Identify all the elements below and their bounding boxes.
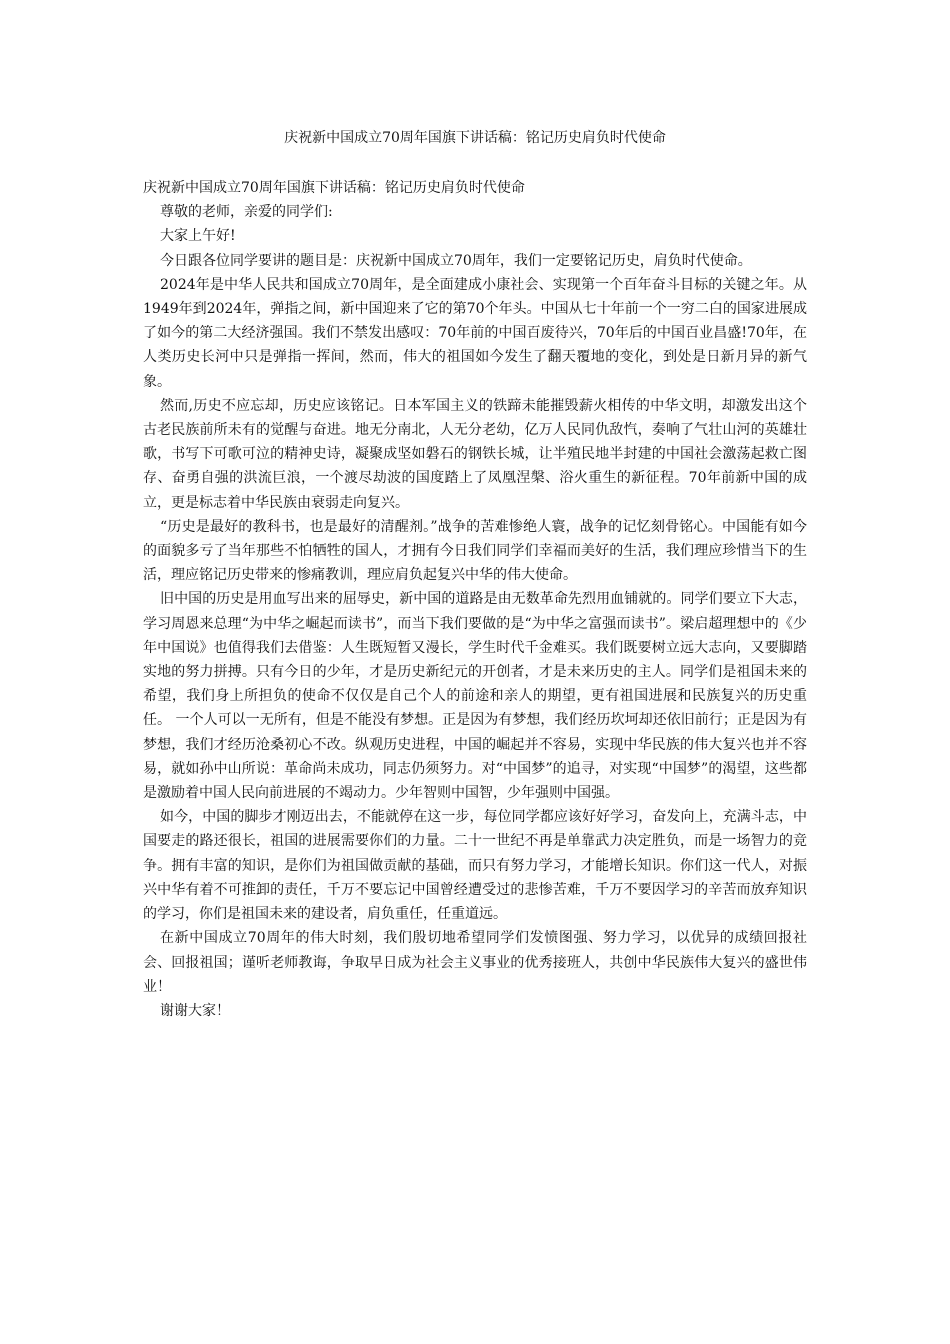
- document-body: [143, 176, 807, 1023]
- paragraph-history: 然而,历史不应忘却，历史应该铭记。日本军国主义的铁蹄未能摧毁薪火相传的中华文明，却激发出这个古老民族前所未有的觉醒与奋进。地无分南北，人无分老幼，亿万人民同仇敌忾，奏响了气壮山河的英雄壮歌，书写下可歌可泣的精神史诗，凝聚成坚如磐石的钢铁长城，让半殖民地半封建的中国社会激荡起救亡图存、奋勇自强的洪流巨浪，一个渡尽劫波的国度踏上了凤凰涅槃、浴火重生的新征程。70年前新中国的成立，更是标志着中华民族由衰弱走向复兴。: [143, 397, 807, 511]
- paragraph-topic: 今日跟各位同学要讲的题目是：庆祝新中国成立70周年，我们一定要铭记历史，肩负时代使命。: [160, 252, 752, 269]
- document-title: 庆祝新中国成立70周年国旗下讲话稿：铭记历史肩负时代使命: [284, 130, 666, 146]
- body-heading: 庆祝新中国成立70周年国旗下讲话稿：铭记历史肩负时代使命: [143, 180, 525, 196]
- paragraph-hope: 在新中国成立70周年的伟大时刻，我们殷切地希望同学们发愤图强、努力学习，以优异的成绩回报社会、回报祖国；谨听老师教诲，争取早日成为社会主义事业的优秀接班人，共创中华民族伟大复兴的盛世伟业！: [143, 930, 807, 995]
- paragraph-study: 如今，中国的脚步才刚迈出去，不能就停在这一步，每位同学都应该好好学习，奋发向上，充满斗志，中国要走的路还很长，祖国的进展需要你们的力量。二十一世纪不再是单靠武力决定胜负，而是一场智力的竞争。拥有丰富的知识，是你们为祖国做贡献的基础，而只有努力学习，才能增长知识。你们这一代人，对振兴中华有着不可推卸的责任，千万不要忘记中国曾经遭受过的悲惨苦难，千万不要因学习的辛苦而放弃知识的学习，你们是祖国未来的建设者，肩负重任，任重道远。: [143, 809, 807, 923]
- paragraph-textbook: “历史是最好的教科书，也是最好的清醒剂。”战争的苦难惨绝人寰，战争的记忆刻骨铭心。中国能有如今的面貌多亏了当年那些不怕牺牲的国人，才拥有今日我们同学们幸福而美好的生活，我们理应珍惜当下的生活，理应铭记历史带来的惨痛教训，理应肩负起复兴中华的伟大使命。: [143, 518, 807, 584]
- paragraph-anniversary: 2024年是中华人民共和国成立70周年，是全面建成小康社会、实现第一个百年奋斗目标的关键之年。从1949年到2024年，弹指之间，新中国迎来了它的第70个年头。中国从七十年前一个一穷二白的国家进展成了如今的第二大经济强国。我们不禁发出感叹：70年前的中国百废待兴，70年后的中国百业昌盛!70年，在人类历史长河中只是弹指一挥间，然而，伟大的祖国如今发生了翻天覆地的变化，到处是日新月异的新气象。: [143, 276, 807, 390]
- paragraph-greeting: 大家上午好!: [160, 228, 236, 245]
- paragraph-ambition: 旧中国的历史是用血写出来的屈辱史，新中国的道路是由无数革命先烈用血铺就的。同学们要立下大志，学习周恩来总理“为中华之崛起而读书”，而当下我们要做的是“为中华之富强而读书”。梁启超理想中的《少年中国说》也值得我们去借鉴：人生既短暂又漫长，学生时代千金难买。我们既要树立远大志向，又要脚踏实地的努力拼搏。只有今日的少年，才是历史新纪元的开创者，才是未来历史的主人。同学们是祖国未来的希望，我们身上所担负的使命不仅仅是自己个人的前途和亲人的期望，更有祖国进展和民族复兴的历史重任。 一个人可以一无所有，但是不能没有梦想。正是因为有梦想，我们经历坎坷却还依旧前行；正是因为有梦想，我们才经历沧桑初心不改。纵观历史进程，中国的崛起并不容易，实现中华民族的伟大复兴也并不容易，就如孙中山所说：革命尚未成功，同志仍须努力。对“中国梦”的追寻，对实现“中国梦”的渴望，这些都是激励着中国人民向前进展的不竭动力。少年智则中国智，少年强则中国强。: [143, 591, 807, 802]
- paragraph-salutation: 尊敬的老师，亲爱的同学们:: [160, 204, 333, 221]
- paragraph-thanks: 谢谢大家！: [160, 1002, 230, 1019]
